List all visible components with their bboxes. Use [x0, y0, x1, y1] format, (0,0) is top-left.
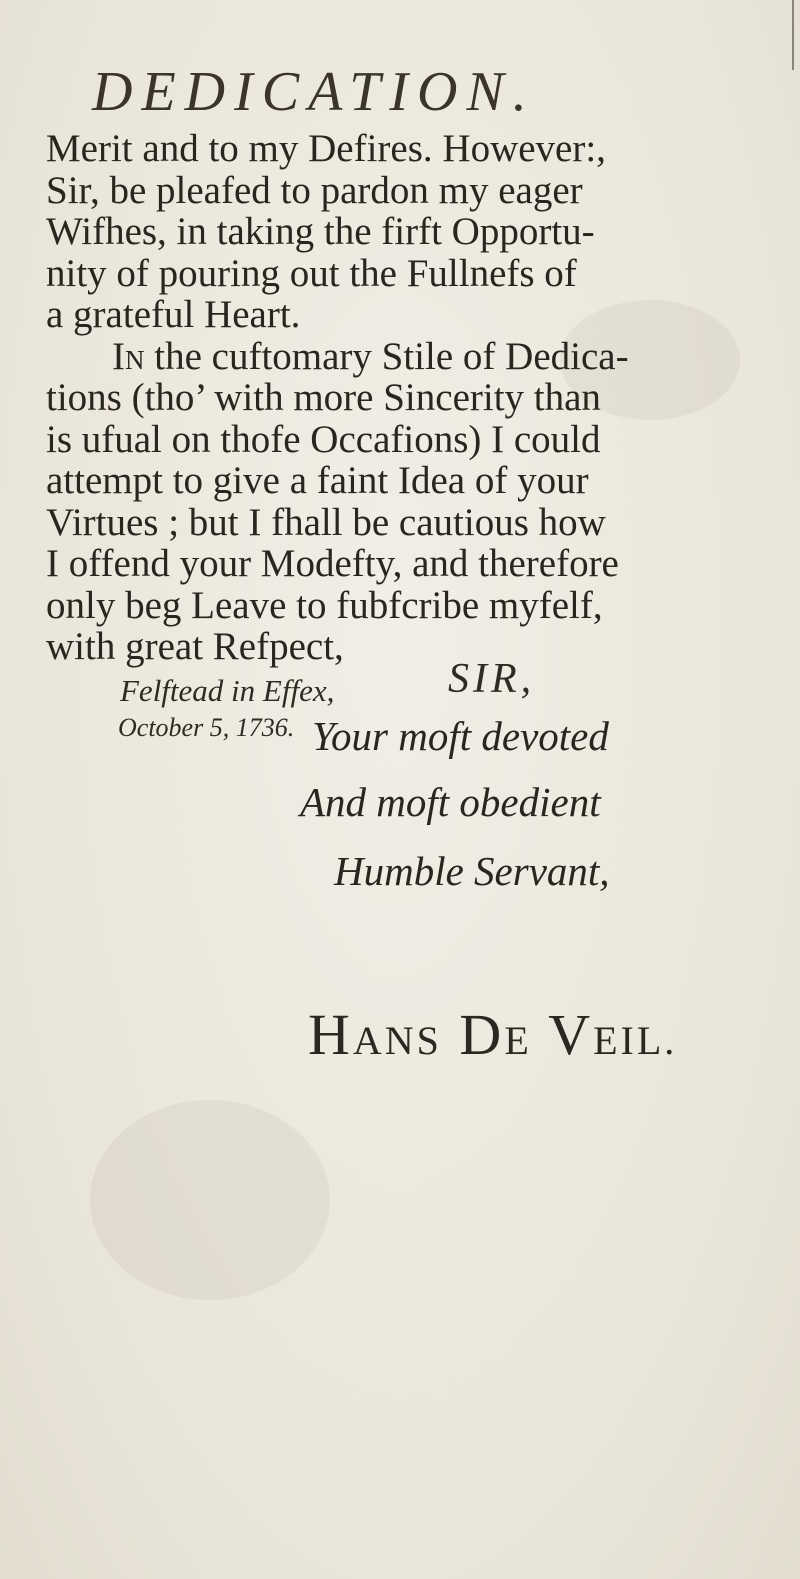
- text-line: a grateful Heart.: [46, 293, 301, 336]
- dedication-body: [46, 128, 786, 668]
- closing-date: October 5, 1736.: [118, 713, 295, 742]
- closing-line-devoted: Your moft devoted: [312, 713, 609, 759]
- page-edge-line: [792, 0, 794, 70]
- text-line: nity of pouring out the Fullnefs of: [46, 251, 577, 295]
- text-line: attempt to give a faint Idea of your: [46, 459, 589, 502]
- text-line: I offend your Modefty, and therefore: [46, 542, 619, 585]
- sig-small-caps: E: [504, 1018, 532, 1063]
- closing-salutation: SIR,: [448, 656, 536, 702]
- dropcap-word: In: [112, 334, 145, 378]
- text-line: Wifhes, in taking the firft Opportu-: [46, 210, 595, 253]
- closing-line-obedient: And moft obedient: [300, 779, 601, 825]
- sig-small-caps: EIL.: [593, 1018, 678, 1063]
- sig-initial: H: [308, 1002, 353, 1067]
- paragraph-first-line: [46, 336, 786, 378]
- text-line: Merit and to my Defires. However:,: [46, 127, 606, 170]
- signature-name: [308, 1001, 677, 1068]
- paper-stain: [90, 1100, 330, 1300]
- closing-place: Felftead in Effex,: [120, 673, 335, 708]
- text-line: is ufual on thofe Occafions) I could: [46, 417, 601, 461]
- first-line-rest: the cuftomary Stile of Dedica-: [144, 334, 629, 378]
- sig-initial: V: [548, 1002, 594, 1067]
- text-line: with great Refpect,: [46, 625, 344, 668]
- page-heading: DEDICATION.: [92, 61, 536, 123]
- text-line: tions (tho’ with more Sincerity than: [46, 376, 601, 419]
- sig-small-caps: ANS: [352, 1018, 442, 1063]
- text-line: only beg Leave to fubfcribe myfelf,: [46, 583, 603, 627]
- text-line: Sir, be pleafed to pardon my eager: [46, 168, 583, 212]
- sig-initial: D: [459, 1002, 505, 1067]
- closing-line-servant: Humble Servant,: [334, 848, 610, 894]
- text-line: Virtues ; but I fhall be cautious how: [46, 500, 606, 544]
